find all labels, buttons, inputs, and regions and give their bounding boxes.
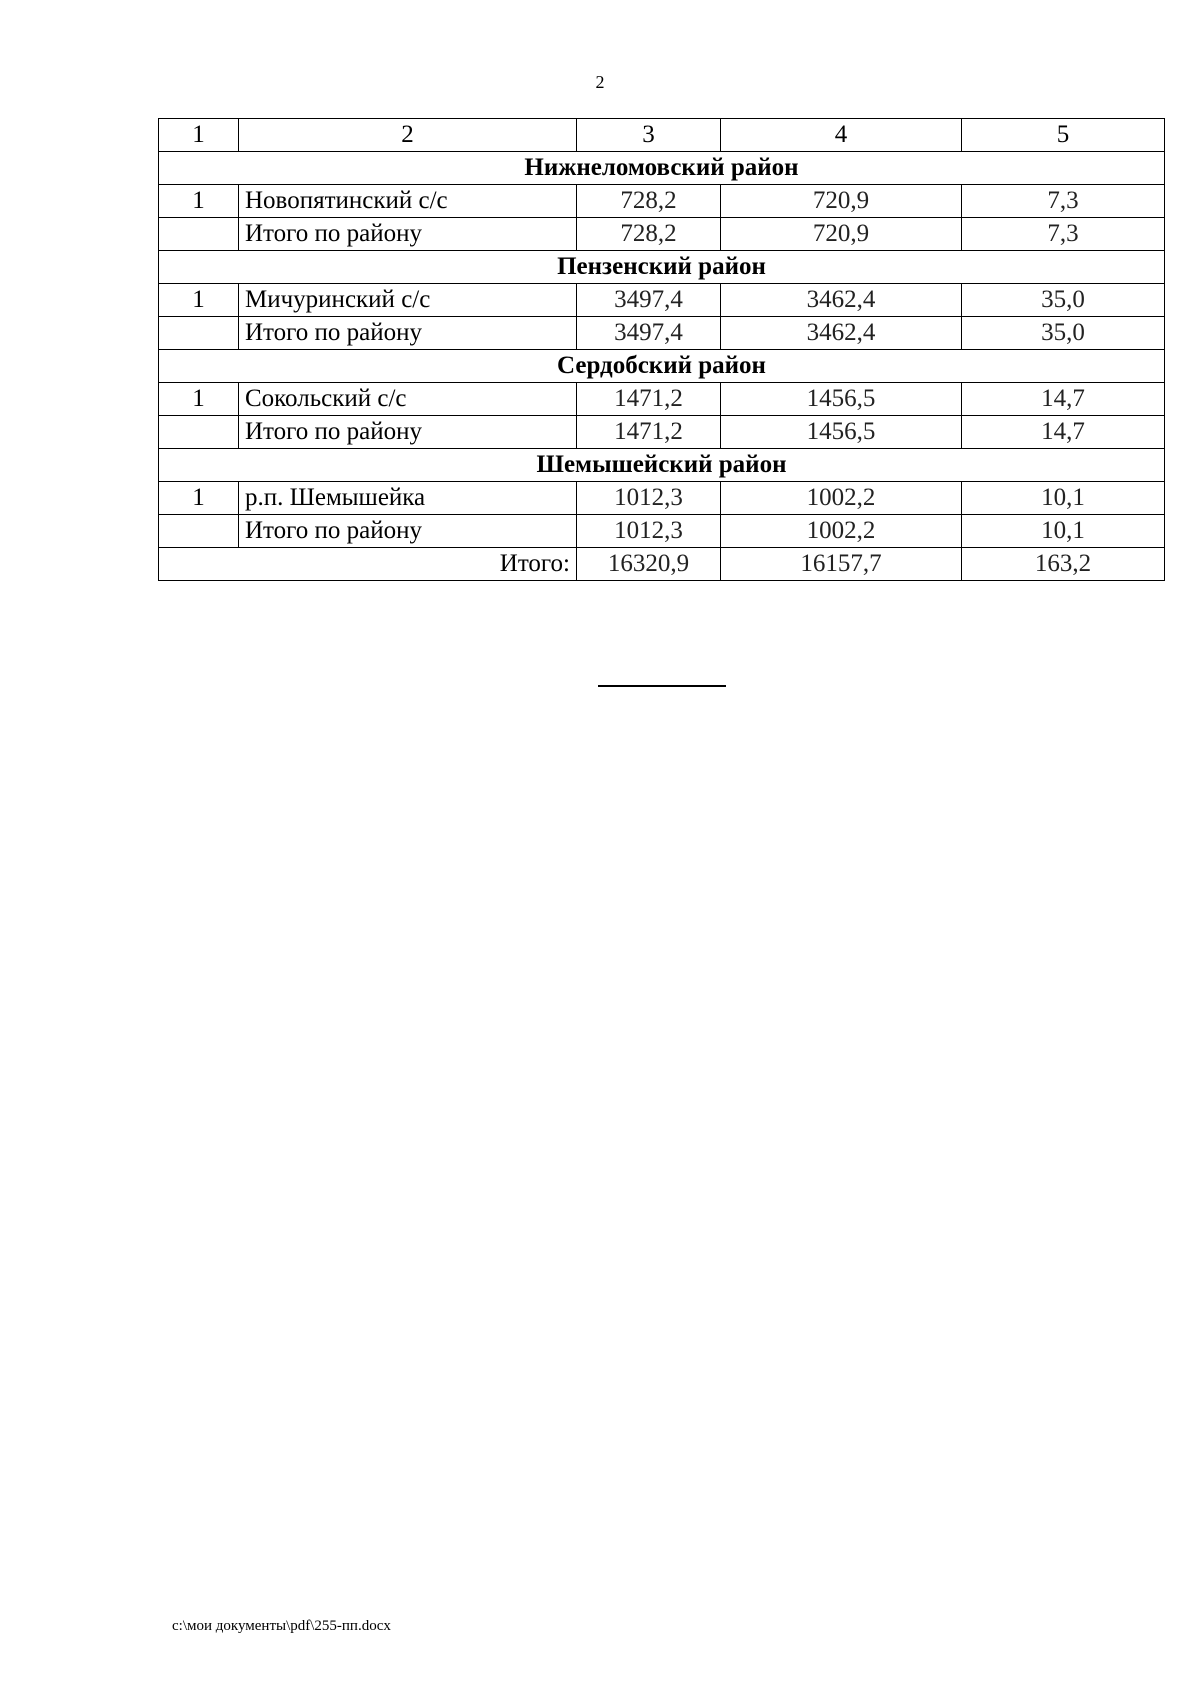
data-table <box>158 118 1165 581</box>
district-title: Нижнеломовский район <box>159 152 1165 185</box>
grand-total-row <box>159 548 1165 581</box>
value-col-3: 728,2 <box>577 185 721 218</box>
grand-total-col-5: 163,2 <box>962 548 1165 581</box>
subtotal-col-3: 3497,4 <box>577 317 721 350</box>
table-row <box>159 383 1165 416</box>
grand-total-col-3: 16320,9 <box>577 548 721 581</box>
page-number: 2 <box>595 72 605 92</box>
subtotal-col-5: 7,3 <box>962 218 1165 251</box>
header-col-4: 4 <box>721 119 962 152</box>
row-number: 1 <box>159 284 239 317</box>
settlement-name: Новопятинский с/с <box>239 185 577 218</box>
empty-cell <box>159 515 239 548</box>
empty-cell <box>159 416 239 449</box>
header-col-1: 1 <box>159 119 239 152</box>
subtotal-col-5: 10,1 <box>962 515 1165 548</box>
row-number: 1 <box>159 185 239 218</box>
subtotal-col-4: 1456,5 <box>721 416 962 449</box>
value-col-3: 3497,4 <box>577 284 721 317</box>
value-col-3: 1471,2 <box>577 383 721 416</box>
subtotal-col-3: 728,2 <box>577 218 721 251</box>
value-col-3: 1012,3 <box>577 482 721 515</box>
subtotal-row <box>159 317 1165 350</box>
district-row <box>159 251 1165 284</box>
district-row <box>159 152 1165 185</box>
subtotal-row <box>159 218 1165 251</box>
table-header-row <box>159 119 1165 152</box>
header-col-5: 5 <box>962 119 1165 152</box>
subtotal-col-3: 1012,3 <box>577 515 721 548</box>
subtotal-label: Итого по району <box>239 317 577 350</box>
header-col-3: 3 <box>577 119 721 152</box>
row-number: 1 <box>159 482 239 515</box>
subtotal-row <box>159 515 1165 548</box>
empty-cell <box>159 317 239 350</box>
subtotal-col-5: 35,0 <box>962 317 1165 350</box>
value-col-5: 14,7 <box>962 383 1165 416</box>
subtotal-label: Итого по району <box>239 218 577 251</box>
value-col-5: 35,0 <box>962 284 1165 317</box>
value-col-4: 720,9 <box>721 185 962 218</box>
settlement-name: Мичуринский с/с <box>239 284 577 317</box>
header-col-2: 2 <box>239 119 577 152</box>
subtotal-label: Итого по району <box>239 416 577 449</box>
value-col-5: 7,3 <box>962 185 1165 218</box>
grand-total-label: Итого: <box>159 548 577 581</box>
subtotal-col-5: 14,7 <box>962 416 1165 449</box>
subtotal-label: Итого по району <box>239 515 577 548</box>
district-title: Пензенский район <box>159 251 1165 284</box>
table-row <box>159 284 1165 317</box>
settlement-name: р.п. Шемышейка <box>239 482 577 515</box>
subtotal-col-3: 1471,2 <box>577 416 721 449</box>
table-row <box>159 482 1165 515</box>
table-row <box>159 185 1165 218</box>
value-col-4: 3462,4 <box>721 284 962 317</box>
value-col-5: 10,1 <box>962 482 1165 515</box>
district-title: Шемышейский район <box>159 449 1165 482</box>
value-col-4: 1456,5 <box>721 383 962 416</box>
row-number: 1 <box>159 383 239 416</box>
district-row <box>159 350 1165 383</box>
subtotal-col-4: 3462,4 <box>721 317 962 350</box>
subtotal-col-4: 1002,2 <box>721 515 962 548</box>
district-title: Сердобский район <box>159 350 1165 383</box>
subtotal-col-4: 720,9 <box>721 218 962 251</box>
empty-cell <box>159 218 239 251</box>
subtotal-row <box>159 416 1165 449</box>
district-row <box>159 449 1165 482</box>
value-col-4: 1002,2 <box>721 482 962 515</box>
settlement-name: Сокольский с/с <box>239 383 577 416</box>
grand-total-col-4: 16157,7 <box>721 548 962 581</box>
end-of-document-rule <box>598 685 726 687</box>
footer-file-path: c:\мои документы\pdf\255-пп.docx <box>172 1618 391 1634</box>
